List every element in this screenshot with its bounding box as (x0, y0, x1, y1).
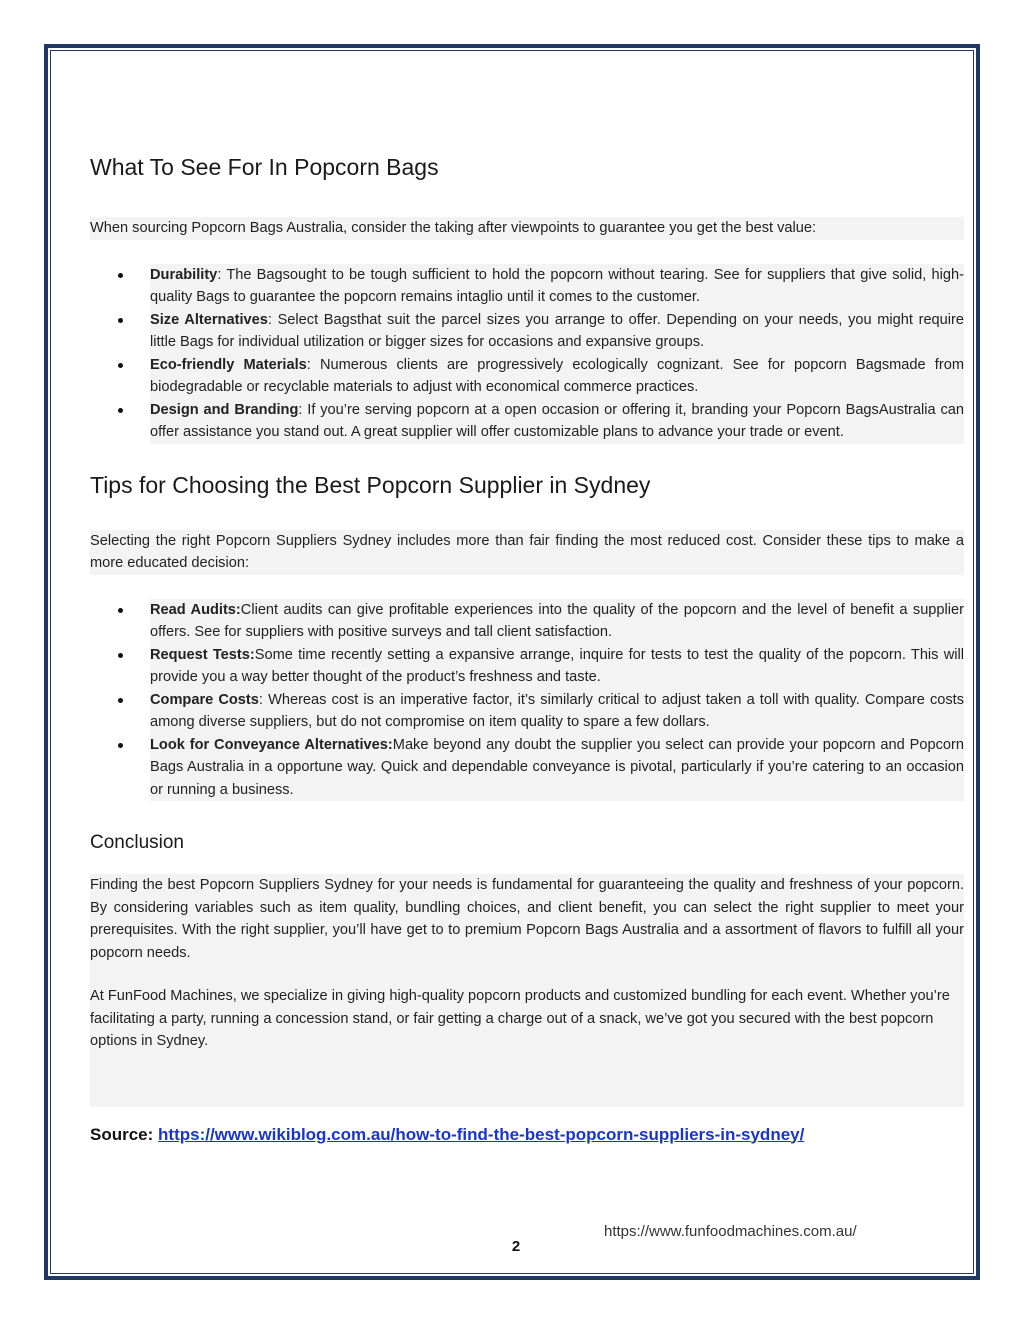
list-item (90, 354, 964, 399)
item-term: Compare Costs (150, 691, 259, 708)
section2-intro: Selecting the right Popcorn Suppliers Sydney includes more than fair finding the most reduced cost. Consider these tips to make a more educated decision: (90, 530, 964, 575)
item-text: Numerous clients are progressively ecologically cognizant. See for popcorn Bagsmade from biodegradable or recyclable materials to adjust with economical commerce practices. (150, 356, 964, 395)
source-line (90, 1125, 964, 1145)
item-text: If you’re serving popcorn at a open occasion or offering it, branding your Popcorn BagsAustralia can offer assistance you stand out. A great supplier will offer customizable plans to advance your trade or event. (150, 401, 965, 440)
source-link[interactable]: https://www.wikiblog.com.au/how-to-find-the-best-popcorn-suppliers-in-sydney/ (158, 1124, 805, 1144)
item-term: Design and Branding (150, 401, 299, 418)
item-text: Make beyond any doubt the supplier you select can provide your popcorn and Popcorn Bags Australia in a opportune way. Quick and dependable conveyance is pivotal, particularly if you’re catering to an occasion or running a business. (150, 736, 964, 798)
list-item (90, 599, 964, 644)
item-text: Select Bagsthat suit the parcel sizes you arrange to offer. Depending on your needs, you might require little Bags for individual utilization or bigger sizes for occasions and expansive groups. (150, 311, 965, 350)
list-item (90, 734, 964, 802)
item-text: Whereas cost is an imperative factor, it’s similarly critical to adjust taken a toll with quality. Compare costs among diverse suppliers, but do not compromise on item quality to spare a few dollars. (150, 691, 965, 730)
item-sep: : (267, 311, 278, 328)
bullet-icon (118, 318, 123, 323)
conclusion-heading: Conclusion (90, 832, 184, 853)
section2-list (90, 599, 964, 802)
item-term: Durability (150, 266, 218, 283)
conclusion-paragraph-1: Finding the best Popcorn Suppliers Sydney for your needs is fundamental for guaranteeing the quality and freshness of your popcorn. By considering variables such as item quality, bundling choices, and client benefit, you can select the right supplier to meet your prerequisites. With the right supplier, you’ll have get to to premium Popcorn Bags Australia and a assortment of flavors to fulfill all your popcorn needs. (90, 877, 964, 961)
item-sep: : (306, 356, 320, 373)
item-term: Eco-friendly Materials (150, 356, 307, 373)
item-text: Some time recently setting a expansive arrange, inquire for tests to test the quality of the popcorn. This will provide you a way better thought of the product’s freshness and taste. (150, 646, 964, 685)
item-term: Look for Conveyance Alternatives: (150, 736, 393, 753)
bullet-icon (118, 698, 123, 703)
source-label: Source: (90, 1124, 159, 1144)
item-term: Size Alternatives (150, 311, 268, 328)
section1-list (90, 264, 964, 444)
item-text: The Bagsought to be tough sufficient to hold the popcorn without tearing. See for suppliers that give solid, high-quality Bags to guarantee the popcorn remains intaglio until it comes to the customer. (150, 266, 964, 305)
page-content (90, 150, 964, 1145)
section2-heading: Tips for Choosing the Best Popcorn Supplier in Sydney (90, 471, 651, 498)
item-sep: : (298, 401, 308, 418)
list-item (90, 644, 964, 689)
page-number: 2 (511, 1238, 521, 1255)
bullet-icon (118, 608, 123, 613)
bullet-icon (118, 408, 123, 413)
bullet-icon (118, 653, 123, 658)
conclusion-block (90, 874, 964, 1107)
conclusion-paragraph-2: At FunFood Machines, we specialize in giving high-quality popcorn products and customized bundling for each event. Whether you’re facilitating a party, running a concession stand, or fair getting a charge out of a snack, we’ve got you secured with the best popcorn options in Sydney. (90, 988, 950, 1049)
list-item (90, 309, 964, 354)
footer-url: https://www.funfoodmachines.com.au/ (604, 1223, 857, 1240)
bullet-icon (118, 743, 123, 748)
section1-intro: When sourcing Popcorn Bags Australia, consider the taking after viewpoints to guarantee you get the best value: (90, 217, 964, 240)
item-sep: : (217, 266, 227, 283)
item-text: Client audits can give profitable experiences into the quality of the popcorn and the level of benefit a supplier offers. See for suppliers with positive surveys and tall client satisfaction. (150, 601, 964, 640)
item-term: Read Audits: (150, 601, 241, 618)
bullet-icon (118, 363, 123, 368)
list-item (90, 399, 964, 444)
item-term: Request Tests: (150, 646, 255, 663)
section1-heading: What To See For In Popcorn Bags (90, 154, 439, 180)
bullet-icon (118, 273, 123, 278)
list-item (90, 264, 964, 309)
list-item (90, 689, 964, 734)
item-sep: : (258, 691, 269, 708)
